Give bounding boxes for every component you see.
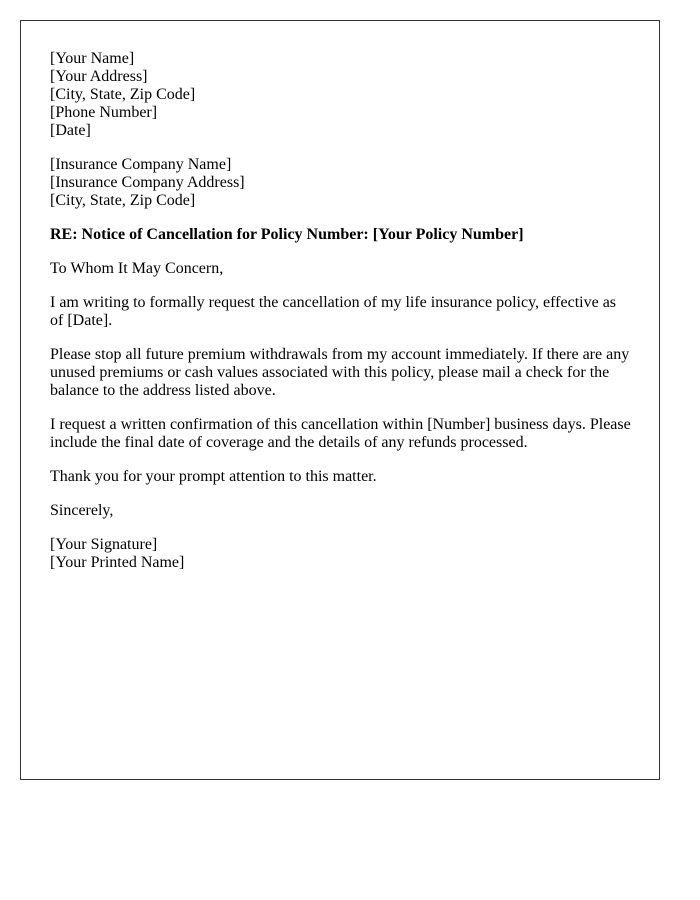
body-paragraph-4: Thank you for your prompt attention to this matter.: [50, 468, 377, 485]
printed-name: [Your Printed Name]: [50, 554, 185, 571]
salutation: To Whom It May Concern,: [50, 260, 224, 277]
recipient-block: [50, 156, 631, 210]
signature-block: [50, 536, 631, 572]
sender-block: [50, 50, 631, 140]
subject-line: RE: Notice of Cancellation for Policy Number: [Your Policy Number]: [50, 226, 524, 243]
sender-city-state-zip: [City, State, Zip Code]: [50, 86, 196, 103]
recipient-city-state-zip: [City, State, Zip Code]: [50, 192, 196, 209]
recipient-company-address: [Insurance Company Address]: [50, 174, 245, 191]
closing: Sincerely,: [50, 502, 114, 519]
body-paragraph-1: I am writing to formally request the cancellation of my life insurance policy, effective as of [Date].: [50, 294, 617, 329]
body-paragraph-2: Please stop all future premium withdrawals from my account immediately. If there are any unused premiums or cash values associated with this policy, please mail a check for the balance to the address listed above.: [50, 346, 630, 399]
sender-name: [Your Name]: [50, 50, 135, 67]
letter-document: [20, 20, 660, 780]
body-paragraph-3: I request a written confirmation of this cancellation within [Number] business days. Please include the final date of coverage and the details of any refunds processed.: [50, 416, 631, 451]
sender-address: [Your Address]: [50, 68, 148, 85]
letter-date: [Date]: [50, 122, 91, 139]
signature: [Your Signature]: [50, 536, 158, 553]
recipient-company-name: [Insurance Company Name]: [50, 156, 232, 173]
sender-phone: [Phone Number]: [50, 104, 158, 121]
